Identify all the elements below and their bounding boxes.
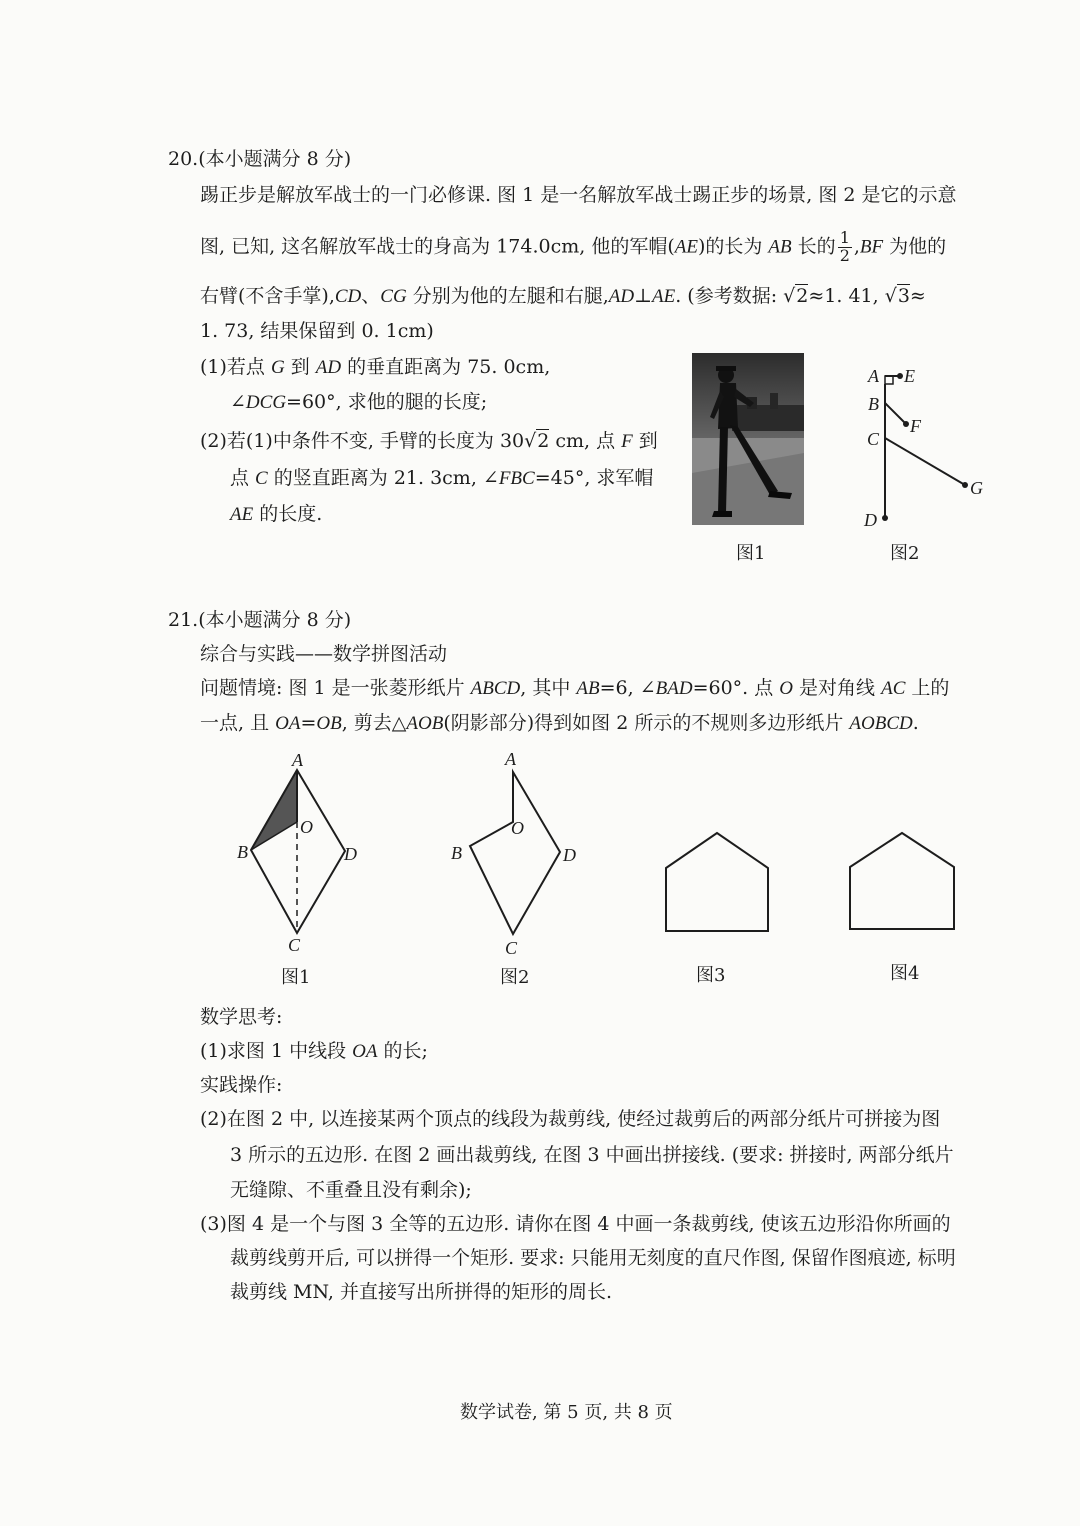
fig2-label-o: O: [511, 818, 524, 838]
q21-figure3-pentagon: [666, 833, 768, 931]
fraction-one-half: $\frac{1}{2}$: [839, 228, 850, 265]
q20-part2-line3: AE 的长度.: [230, 503, 323, 525]
point-f: [903, 421, 909, 427]
label-b: B: [868, 394, 879, 414]
point-d: [882, 515, 888, 521]
q20-part1-line2: ∠DCG=60°, 求他的腿的长度;: [230, 391, 488, 413]
fig2-label-c: C: [505, 938, 518, 958]
q20-text-line4: 1. 73, 结果保留到 0. 1cm): [200, 320, 434, 342]
q20-part1-line1: (1)若点 G 到 AD 的垂直距离为 75. 0cm,: [200, 356, 551, 378]
right-angle-mark: [885, 376, 893, 384]
q20-part2-line1: (2)若(1)中条件不变, 手臂的长度为 30√2 cm, 点 F 到: [200, 430, 658, 452]
q21-heading: 21.(本小题满分 8 分): [168, 609, 352, 631]
q21-practice-heading: 实践操作:: [200, 1074, 283, 1096]
fig1-label-a: A: [292, 750, 303, 770]
q21-part1: (1)求图 1 中线段 OA 的长;: [200, 1040, 428, 1062]
q21-fig1-caption: 图1: [281, 967, 311, 988]
label-g: G: [970, 478, 983, 498]
page-footer: 数学试卷, 第 5 页, 共 8 页: [460, 1402, 673, 1423]
q21-fig3-caption: 图3: [696, 965, 726, 986]
q21-fig4-caption: 图4: [890, 963, 920, 984]
point-e: [897, 373, 903, 379]
label-f: F: [910, 416, 921, 436]
label-d: D: [864, 510, 877, 530]
q21-part2-line3: 无缝隙、不重叠且没有剩余);: [230, 1179, 472, 1201]
label-a: A: [868, 366, 879, 386]
q20-fig1-caption: 图1: [736, 543, 766, 564]
q21-text-line1: 问题情境: 图 1 是一张菱形纸片 ABCD, 其中 AB=6, ∠BAD=60°. 点 O 是对角线 AC 上的: [200, 677, 950, 699]
q21-part3-line1: (3)图 4 是一个与图 3 全等的五边形. 请你在图 4 中画一条裁剪线, 使该五边形沿你所画的: [200, 1213, 951, 1235]
q21-figure4-pentagon: [850, 833, 954, 929]
line-bf: [885, 403, 906, 424]
q20-fig2-caption: 图2: [890, 543, 920, 564]
q21-figure1: [251, 770, 345, 933]
q20-text-line1: 踢正步是解放军战士的一门必修课. 图 1 是一名解放军战士踢正步的场景, 图 2 是它的示意: [200, 184, 957, 206]
fig1-label-d: D: [344, 844, 357, 864]
q20-heading: 20.(本小题满分 8 分): [168, 148, 352, 170]
q21-think-heading: 数学思考:: [200, 1006, 283, 1028]
q20-text-line2: 图, 已知, 这名解放军战士的身高为 174.0cm, 他的军帽(AE)的长为 AB 长的 $\frac{1}{2}$ ,BF 为他的: [200, 228, 947, 265]
fig2-label-d: D: [563, 845, 576, 865]
line-cg: [885, 438, 965, 485]
q21-subtitle: 综合与实践——数学拼图活动: [200, 643, 448, 665]
q21-part2-line2: 3 所示的五边形. 在图 2 画出裁剪线, 在图 3 中画出拼接线. (要求: 拼接时, 两部分纸片: [230, 1144, 954, 1166]
q20-text-line3: 右臂(不含手掌),CD、CG 分别为他的左腿和右腿,AD⊥AE. (参考数据: √2≈1. 41, √3≈: [200, 285, 926, 307]
point-g: [962, 482, 968, 488]
q21-fig2-caption: 图2: [500, 967, 530, 988]
q21-part3-line2: 裁剪线剪开后, 可以拼得一个矩形. 要求: 只能用无刻度的直尺作图, 保留作图痕迹, 标明: [230, 1247, 956, 1269]
fig2-label-a: A: [505, 749, 516, 769]
fig1-label-b: B: [237, 842, 248, 862]
q21-part2-line1: (2)在图 2 中, 以连接某两个顶点的线段为裁剪线, 使经过裁剪后的两部分纸片可拼接为图: [200, 1108, 941, 1130]
q21-text-line2: 一点, 且 OA=OB, 剪去△AOB(阴影部分)得到如图 2 所示的不规则多边形纸片 AOBCD.: [200, 712, 919, 734]
q20-figure2: [885, 376, 965, 518]
q20-part2-line2: 点 C 的竖直距离为 21. 3cm, ∠FBC=45°, 求军帽: [230, 467, 654, 489]
label-c: C: [867, 429, 880, 449]
label-e: E: [904, 366, 915, 386]
fig1-label-c: C: [288, 935, 301, 955]
q21-part3-line3: 裁剪线 MN, 并直接写出所拼得的矩形的周长.: [230, 1281, 613, 1303]
fig1-label-o: O: [300, 817, 313, 837]
fig2-label-b: B: [451, 843, 462, 863]
q21-figure2-polygon: [470, 772, 560, 934]
